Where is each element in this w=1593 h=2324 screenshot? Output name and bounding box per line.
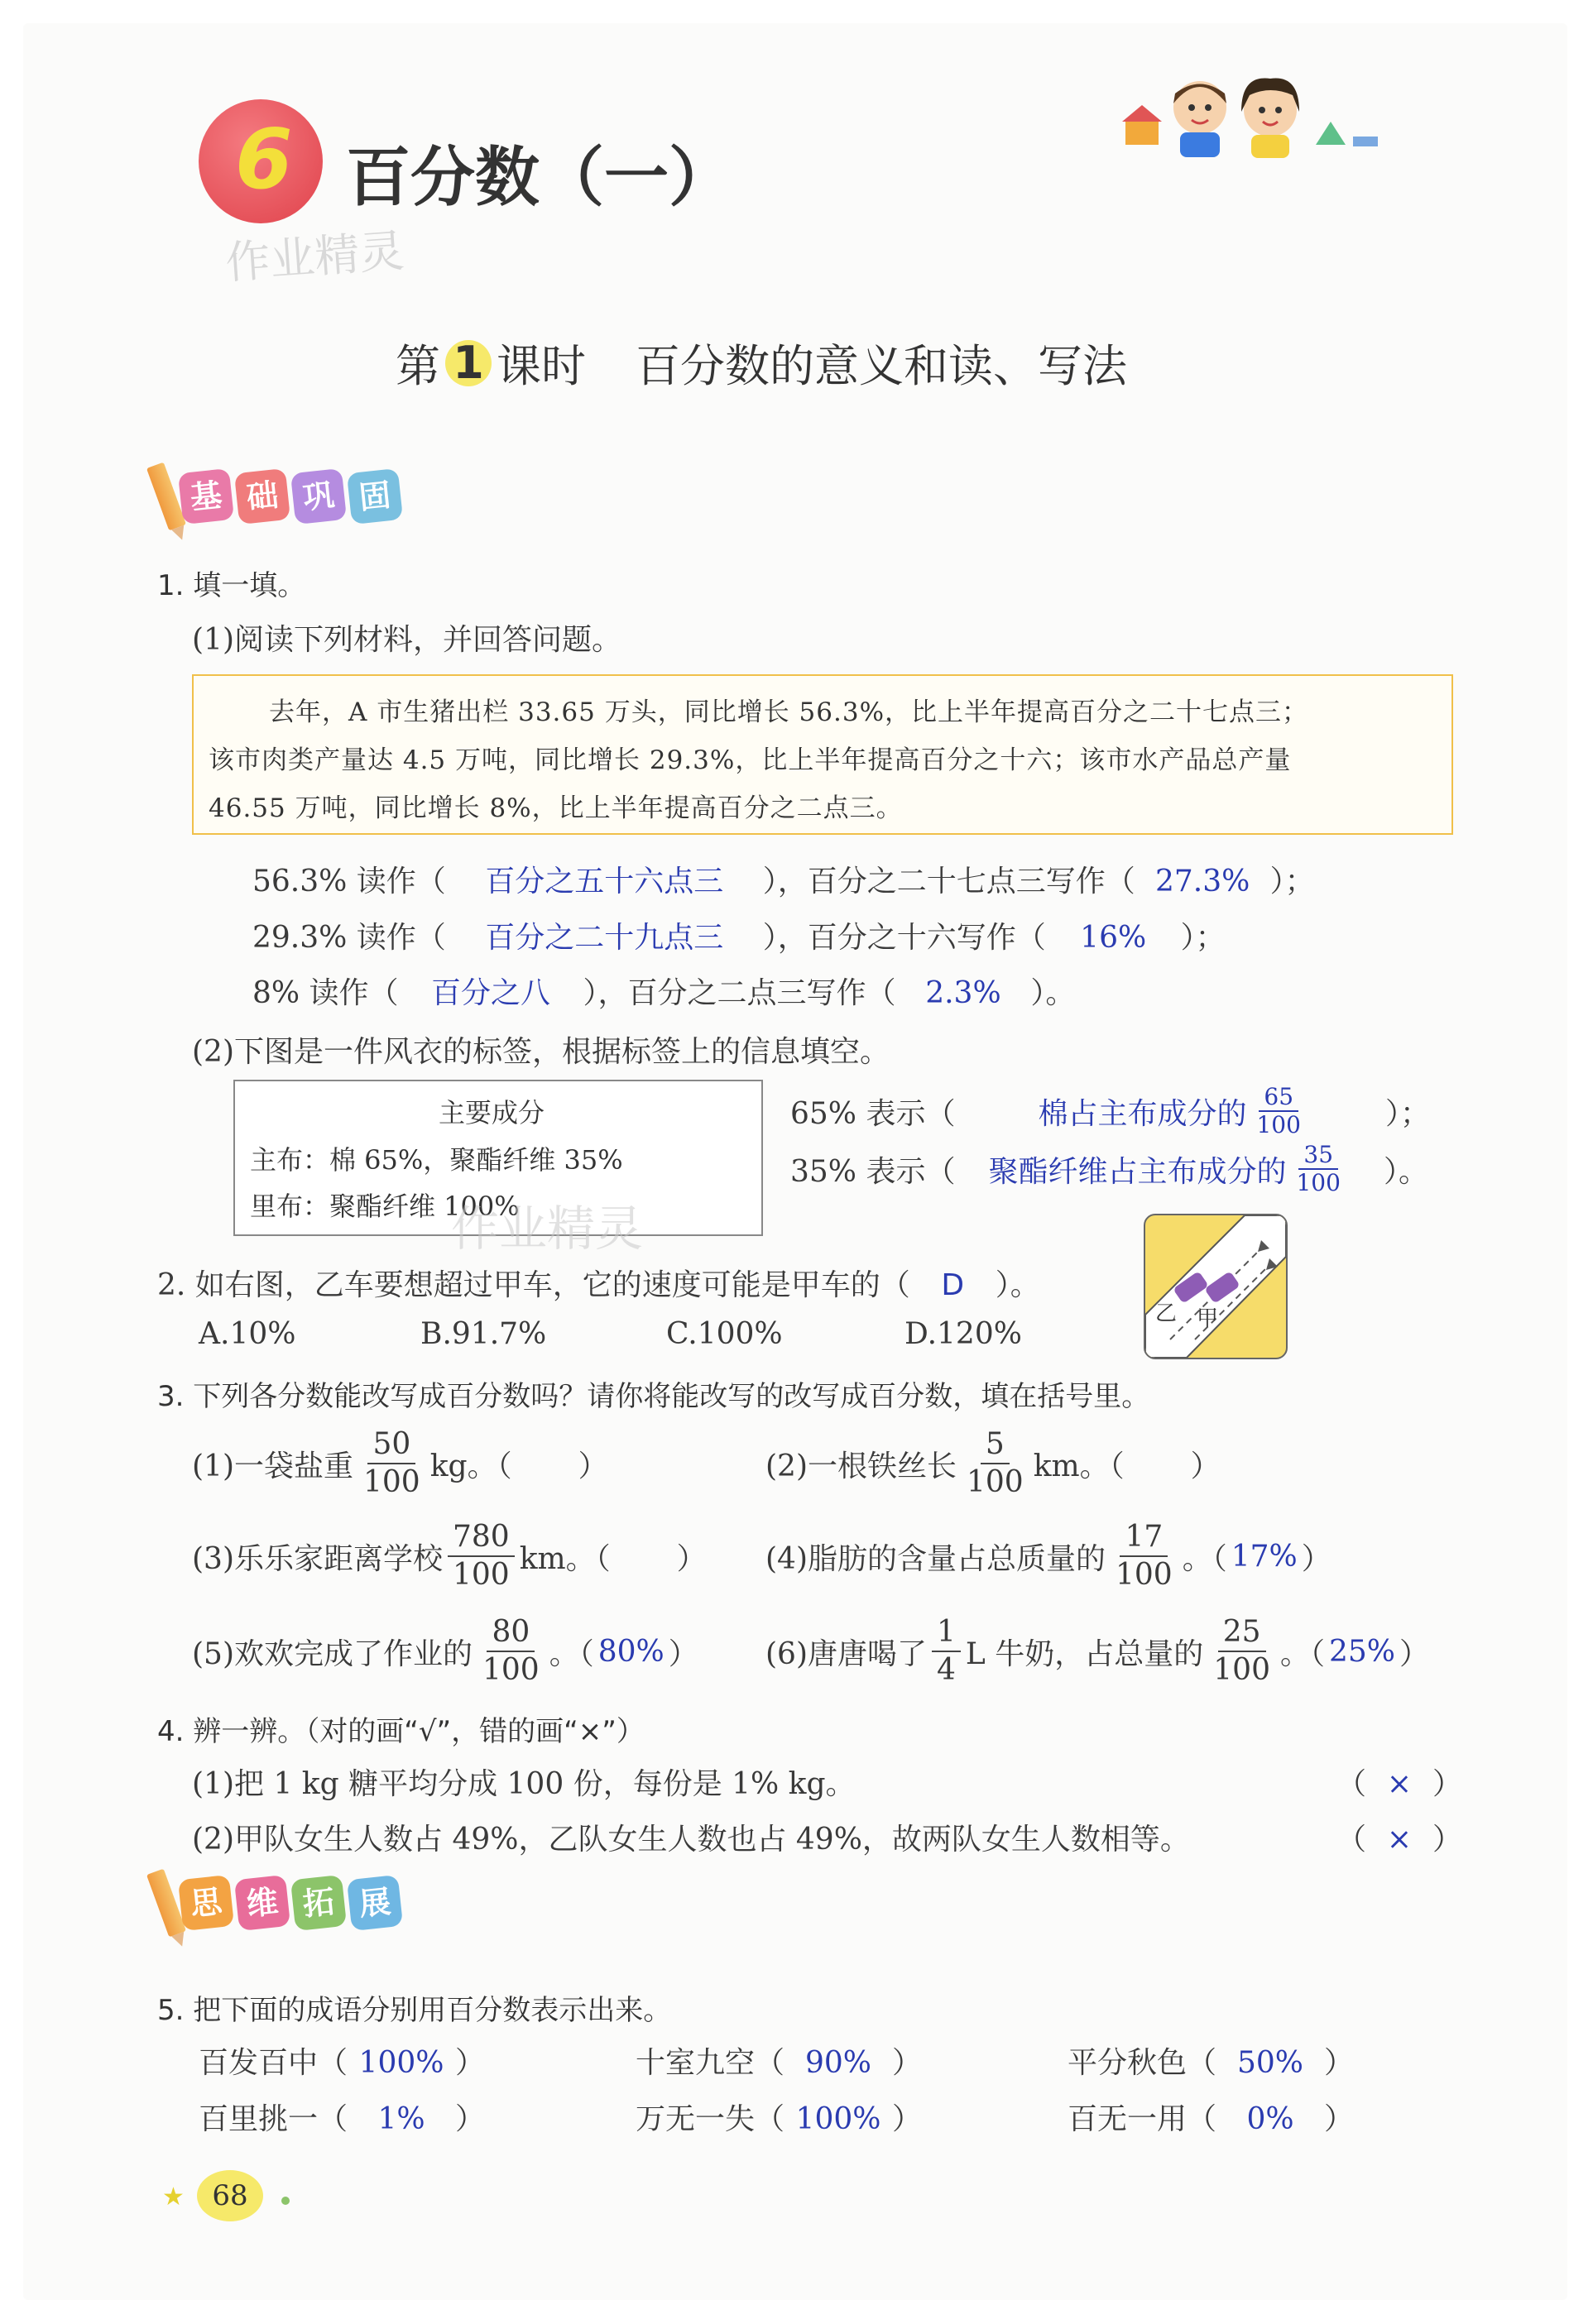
idiom-text: 百里挑一（ [199,2102,348,2136]
q1-part1-title: (1)阅读下列材料，并回答问题。 [192,623,621,657]
idiom-text: 万无一失（ [636,2102,785,2136]
row-text: 56.3% 读作（ [252,865,446,898]
answer: × [1386,1823,1413,1857]
label-line: 主布：棉 65%，聚酯纤维 35% [250,1144,623,1176]
numerator: 50 [367,1430,415,1464]
denominator: 4 [937,1653,956,1687]
section-char: 础 [234,468,290,525]
q2-option: B.91.7% [420,1317,547,1351]
q4-bracket: （ × ） [1336,1823,1463,1857]
answer: × [1386,1767,1413,1801]
item-text: ） [578,1449,608,1483]
road-figure [1144,1214,1288,1359]
item-text: kg。（ [429,1449,512,1483]
lesson-number: 1 [445,340,492,386]
row-text: ）； [1180,921,1226,955]
item-text: km。（ [519,1541,611,1576]
section-char: 维 [234,1875,290,1931]
label-heading: 主要成分 [439,1097,545,1128]
fraction [932,1617,961,1685]
item-text: (4)脂肪的含量占总质量的 [765,1541,1106,1576]
idiom-text: 平分秋色（ [1068,2046,1217,2080]
item-text: (2)一根铁丝长 [765,1449,957,1483]
numerator: 25 [1218,1617,1266,1652]
answer: 棉占主布成分的 [1038,1096,1247,1131]
numerator: 80 [487,1617,535,1652]
row-text: ），百分之十六写作（ [762,921,1046,955]
idiom-close: ） [455,2102,486,2136]
q4-item: (1)把 1 kg 糖平均分成 100 份，每份是 1% kg。 [192,1767,856,1801]
lesson-name: 百分数的意义和读、写法 [636,340,1127,392]
idiom-item [1068,2096,1354,2138]
car-label-yi: 乙 [1155,1301,1178,1326]
answer: 16% [1080,921,1147,955]
row-text: 8% 读作（ [252,976,399,1010]
p35-row [790,1143,1428,1195]
q2-option: D.120% [904,1317,1022,1351]
kids-illustration [1117,62,1382,170]
item-text: 。（ [1279,1636,1325,1671]
row-text: 29.3% 读作（ [252,921,446,955]
q5-title: 5. 把下面的成语分别用百分数表示出来。 [157,1994,672,2027]
item-text: (6)唐唐喝了 [765,1636,927,1671]
q3-item [765,1617,1429,1685]
item-text: 。（ [1182,1541,1227,1576]
row-text: ）； [1269,865,1315,898]
section-extend-banner [157,1874,401,1932]
denominator: 100 [967,1465,1024,1499]
idiom-close: ） [892,2046,923,2080]
denominator: 100 [1116,1558,1173,1592]
fraction [477,1617,545,1685]
answer: 100% [795,2102,881,2136]
answer: 1% [377,2102,425,2136]
answer: 百分之八 [431,976,551,1010]
row-text: 35% 表示（ [790,1154,956,1189]
numerator: 5 [981,1430,1010,1464]
row-text: ）。 [1030,976,1076,1010]
idiom-close: ） [1324,2046,1355,2080]
q2-close: ）。 [995,1268,1040,1302]
q3-item [192,1427,608,1499]
item-text: ） [676,1541,707,1576]
q3-title: 3. 下列各分数能改写成百分数吗？请你将能改写的改写成百分数，填在括号里。 [157,1380,1150,1413]
car-label-jia: 甲 [1197,1306,1219,1331]
section-char: 巩 [290,468,347,525]
answer: 25% [1328,1634,1395,1669]
watermark-middle: 作业精灵 [451,1200,644,1257]
idiom-close: ） [892,2102,923,2136]
denominator: 100 [1256,1111,1301,1138]
passage-line: 该市肉类产量达 4.5 万吨，同比增长 29.3%，比上半年提高百分之十六；该市水产品总产量 [209,745,1292,775]
item-text: L 牛奶，占总量的 [965,1636,1204,1671]
row-text: ），百分之二点三写作（ [583,976,896,1010]
q2-option: A.10% [199,1317,296,1351]
q1-title: 1. 填一填。 [157,569,306,602]
item-text: 。（ [549,1636,594,1671]
denominator: 100 [453,1558,510,1592]
numerator: 65 [1259,1085,1298,1112]
q3-item [192,1617,698,1685]
fraction [1251,1085,1305,1137]
answer: 聚酯纤维占主布成分的 [988,1154,1287,1189]
idiom-item [636,2096,922,2138]
denominator: 100 [1213,1653,1270,1687]
dot-icon [281,2197,290,2205]
label-line: 里布：聚酯纤维 100% [250,1191,520,1222]
q3-item [192,1522,707,1590]
q2-title: 2. 如右图，乙车要想超过甲车，它的速度可能是甲车的（ [157,1268,910,1302]
chapter-title: 百分数（一） [346,141,734,215]
fraction [1111,1522,1178,1590]
answer: D [941,1268,965,1302]
row-text: ）； [1384,1096,1430,1131]
answer: 27.3% [1155,865,1250,898]
item-text: ） [1301,1541,1331,1576]
q1-part2-title: (2)下图是一件风衣的标签，根据标签上的信息填空。 [192,1035,890,1069]
idiom-item [199,2039,485,2082]
denominator: 100 [482,1653,540,1687]
idiom-text: 百无一用（ [1068,2102,1217,2136]
denominator: 100 [363,1465,420,1499]
answer: 2.3% [925,976,1001,1010]
numerator: 35 [1298,1143,1338,1170]
q4-item: (2)甲队女生人数占 49%，乙队女生人数也占 49%，故两队女生人数相等。 [192,1823,1190,1857]
road-diagram [1145,1215,1286,1358]
numerator: 780 [448,1522,515,1557]
q3-item [765,1522,1331,1590]
passage-line: 去年，A 市生猪出栏 33.65 万头，同比增长 56.3%，比上半年提高百分之二十七点三； [269,697,1309,727]
item-text: (1)一袋盐重 [192,1449,353,1483]
item-text: ） [668,1636,698,1671]
fraction [448,1522,515,1590]
idiom-item [199,2096,485,2138]
item-text: (5)欢欢完成了作业的 [192,1636,473,1671]
denominator: 100 [1296,1169,1341,1196]
chapter-number: 6 [235,111,293,208]
idiom-text: 百发百中（ [199,2046,348,2080]
q3-item [765,1427,1221,1499]
idiom-text: 十室九空（ [636,2046,785,2080]
fraction [1291,1143,1345,1195]
section-char: 展 [347,1875,403,1931]
answer: 50% [1237,2046,1304,2080]
item-text: km。（ [1033,1449,1125,1483]
idiom-item [636,2039,922,2082]
watermark-top: 作业精灵 [223,224,406,290]
q4-bracket: （ × ） [1336,1767,1463,1801]
numerator: 17 [1120,1522,1168,1557]
p65-row [790,1085,1430,1137]
fraction [1208,1617,1275,1685]
section-basic-banner [157,467,401,525]
q2-title-row [157,1262,1040,1304]
idiom-close: ） [455,2046,486,2080]
section-char: 拓 [290,1875,347,1931]
idiom-close: ） [1324,2102,1355,2136]
answer: 90% [805,2046,872,2080]
q2-option: C.100% [666,1317,783,1351]
item-text: (3)乐乐家距离学校 [192,1541,443,1576]
numerator: 1 [932,1617,961,1652]
answer: 0% [1246,2102,1294,2136]
idiom-item [1068,2039,1354,2082]
lesson-prefix: 第 [396,340,440,392]
lesson-title [396,331,1127,395]
lesson-suffix: 课时 [497,340,586,392]
section-char: 固 [347,468,403,525]
row-text: 65% 表示（ [790,1096,956,1131]
answer: 80% [597,1634,665,1669]
answer: 百分之二十九点三 [485,921,724,955]
passage-line: 46.55 万吨，同比增长 8%，比上半年提高百分之二点三。 [209,793,903,823]
row-text: ）。 [1383,1154,1428,1189]
q1-row [252,970,1075,1012]
section-char: 思 [178,1875,234,1931]
row-text: ），百分之二十七点三写作（ [762,865,1135,898]
q1-row [252,858,1315,900]
answer: 百分之五十六点三 [485,865,724,898]
answer: 17% [1231,1539,1298,1574]
answer: 100% [358,2046,444,2080]
page-number-badge [197,2170,263,2221]
item-text: ） [1399,1636,1430,1671]
q4-title: 4. 辨一辨。（对的画“√”，错的画“×”） [157,1715,645,1748]
item-text: ） [1190,1449,1221,1483]
fraction [962,1427,1029,1499]
q1-row [252,914,1226,956]
page-number: 68 [212,2179,248,2212]
section-char: 基 [178,468,234,525]
star-icon: ★ [162,2183,185,2211]
fraction [358,1427,425,1499]
chapter-badge [199,99,323,223]
